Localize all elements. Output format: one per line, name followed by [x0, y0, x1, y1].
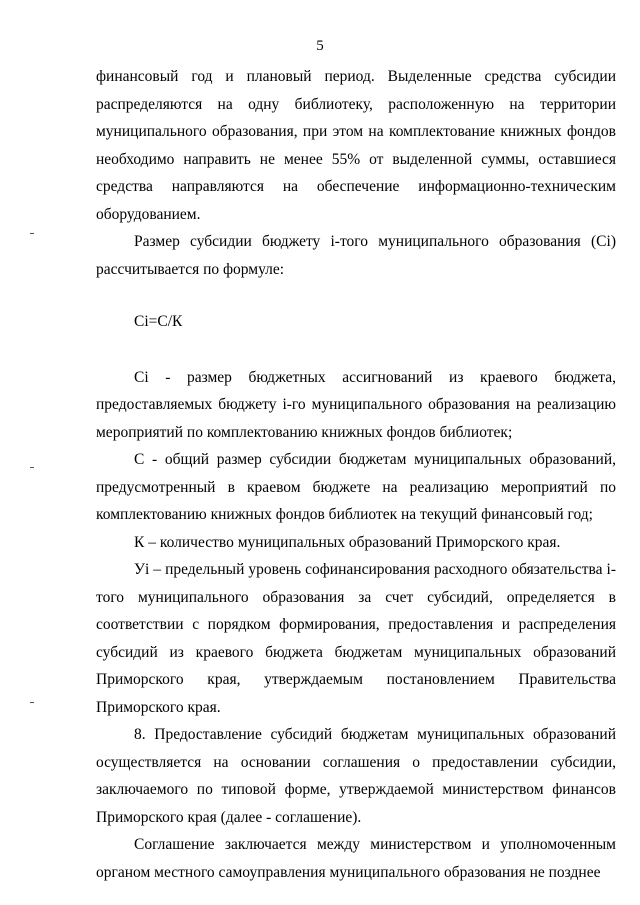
page-number: 5 — [316, 38, 324, 54]
paragraph-6: Уi – предельный уровень софинансирования расходного обязательства i-того муниципального образования за счет субсидий, определяется в соответствии с порядком формирования, предоставления и распределения субсидий из краевого бюджета бюджетам муниципальных образований Приморского края, утверждаемым постановлением Правительства Приморского края. — [96, 561, 616, 716]
paragraph-1: финансовый год и плановый период. Выделенные средства субсидии распределяются на одну библиотеку, расположенную на территории муниципального образования, при этом на комплектование книжных фондов необходимо направить не менее 55% от выделенной суммы, оставшиеся средства направляются на обеспечение информационно-техническим оборудованием. — [96, 68, 616, 223]
paragraph-5: К – количество муниципальных образований Приморского края. — [134, 533, 561, 551]
margin-mark — [30, 467, 34, 468]
document-body — [96, 63, 616, 886]
paragraph-3: Ci - размер бюджетных ассигнований из краевого бюджета, предоставляемых бюджету i-го муниципального образования на реализацию мероприятий по комплектованию книжных фондов библиотек; — [96, 368, 616, 441]
paragraph-4: С - общий размер субсидии бюджетам муниципальных образований, предусмотренный в краевом бюджете на реализацию мероприятий по комплектованию книжных фондов библиотек на текущий финансовый год; — [96, 451, 616, 523]
paragraph-2: Размер субсидии бюджету i-того муниципального образования (Ci) рассчитывается по формуле: — [96, 233, 616, 278]
formula: Ci=С/К — [134, 313, 183, 330]
margin-mark — [30, 233, 34, 234]
paragraph-7: 8. Предоставление субсидий бюджетам муниципальных образований осуществляется на основании соглашения о предоставлении субсидии, заключаемого по типовой форме, утверждаемой министерством финансов Приморского края (далее - соглашение). — [96, 726, 616, 826]
margin-mark — [30, 702, 34, 703]
paragraph-8: Соглашение заключается между министерством и уполномоченным органом местного самоуправления муниципального образования не позднее — [96, 836, 616, 881]
